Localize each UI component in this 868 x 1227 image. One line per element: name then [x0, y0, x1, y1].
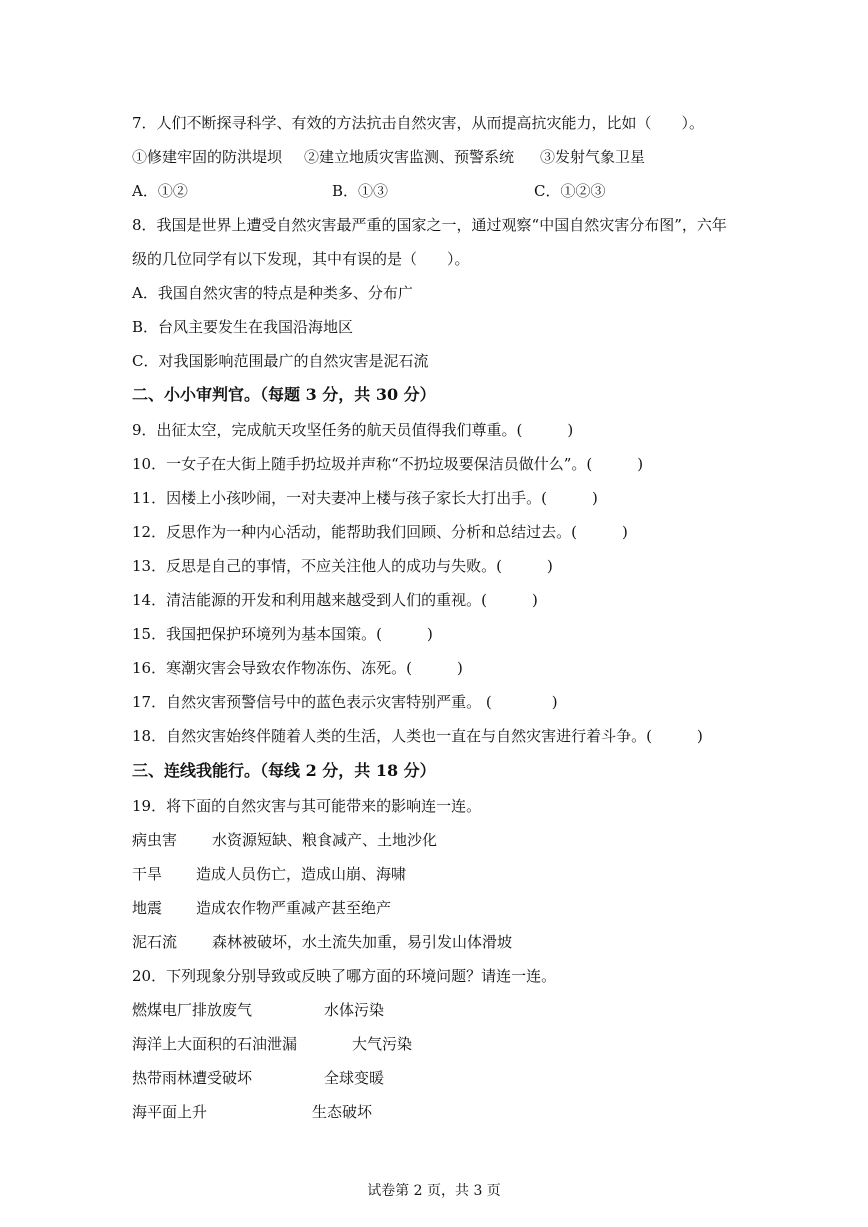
q8-stem-line1: 8．我国是世界上遭受自然灾害最严重的国家之一，通过观察“中国自然灾害分布图”，六年 — [132, 216, 727, 234]
section-3-title: 三、连线我能行。（每线 2 分，共 18 分） — [132, 761, 436, 780]
q20-row — [132, 1102, 373, 1122]
q20-row — [132, 1068, 385, 1088]
question-12: 12．反思作为一种内心活动，能帮助我们回顾、分析和总结过去。( ) — [132, 523, 628, 541]
q19-row — [132, 864, 407, 884]
q20-left-item: 海洋上大面积的石油泄漏 — [132, 1035, 298, 1053]
q8-option-c: C．对我国影响范围最广的自然灾害是泥石流 — [132, 352, 429, 370]
q20-row — [132, 1034, 413, 1054]
q8-stem-line2: 级的几位同学有以下发现，其中有误的是（ ）。 — [132, 250, 470, 268]
page-footer: 试卷第 2 页，共 3 页 — [367, 1183, 501, 1199]
q19-right-item: 水资源短缺、粮食减产、土地沙化 — [212, 831, 438, 849]
q20-right-item: 全球变暖 — [324, 1069, 385, 1087]
q19-right-item: 森林被破坏，水土流失加重，易引发山体滑坡 — [212, 933, 513, 951]
q8-option-b: B．台风主要发生在我国沿海地区 — [132, 318, 354, 336]
q20-left-item: 热带雨林遭受破坏 — [132, 1069, 253, 1087]
q19-row — [132, 898, 392, 918]
q19-right-item: 造成人员伤亡，造成山崩、海啸 — [196, 865, 407, 883]
q7-option-c: C．①②③ — [534, 182, 606, 200]
question-18: 18．自然灾害始终伴随着人类的生活，人类也一直在与自然灾害进行着斗争。( ) — [132, 727, 703, 745]
q20-row — [132, 1000, 385, 1020]
q19-stem: 19．将下面的自然灾害与其可能带来的影响连一连。 — [132, 797, 482, 815]
question-11: 11．因楼上小孩吵闹，一对夫妻冲上楼与孩子家长大打出手。( ) — [132, 489, 598, 507]
question-14: 14．清洁能源的开发和利用越来越受到人们的重视。( ) — [132, 591, 538, 609]
q20-left-item: 海平面上升 — [132, 1103, 208, 1121]
q8-option-a: A．我国自然灾害的特点是种类多、分布广 — [132, 284, 413, 302]
q7-option-b: B．①③ — [332, 182, 389, 200]
q20-right-item: 大气污染 — [352, 1035, 413, 1053]
q19-left-item: 病虫害 — [132, 831, 178, 849]
question-17: 17．自然灾害预警信号中的蓝色表示灾害特别严重。 ( ) — [132, 693, 558, 711]
q7-option-a: A．①② — [132, 182, 188, 200]
question-10: 10．一女子在大街上随手扔垃圾并声称“不扔垃圾要保洁员做什么”。( ) — [132, 455, 644, 473]
question-13: 13．反思是自己的事情，不应关注他人的成功与失败。( ) — [132, 557, 553, 575]
q20-right-item: 生态破坏 — [312, 1103, 373, 1121]
q19-left-item: 泥石流 — [132, 933, 178, 951]
q7-items — [132, 147, 646, 167]
q19-row — [132, 932, 513, 952]
q19-left-item: 干旱 — [132, 865, 163, 883]
q7-item-1: ①修建牢固的防洪堤坝 — [132, 148, 283, 166]
q7-item-3: ③发射气象卫星 — [540, 148, 646, 166]
q20-left-item: 燃煤电厂排放废气 — [132, 1001, 253, 1019]
q20-stem: 20．下列现象分别导致或反映了哪方面的环境问题？请连一连。 — [132, 967, 557, 985]
question-16: 16．寒潮灾害会导致农作物冻伤、冻死。( ) — [132, 659, 463, 677]
q7-options — [132, 181, 606, 201]
q19-right-item: 造成农作物严重减产甚至绝产 — [196, 899, 392, 917]
q19-row — [132, 830, 438, 850]
q7-item-2: ②建立地质灾害监测、预警系统 — [304, 148, 515, 166]
section-2-title: 二、小小审判官。（每题 3 分，共 30 分） — [132, 385, 436, 404]
question-9: 9．出征太空，完成航天攻坚任务的航天员值得我们尊重。( ) — [132, 421, 574, 439]
q7-stem: 7．人们不断探寻科学、有效的方法抗击自然灾害，从而提高抗灾能力，比如（ ）。 — [132, 114, 705, 132]
q20-right-item: 水体污染 — [324, 1001, 385, 1019]
q19-left-item: 地震 — [132, 899, 163, 917]
question-15: 15．我国把保护环境列为基本国策。( ) — [132, 625, 433, 643]
